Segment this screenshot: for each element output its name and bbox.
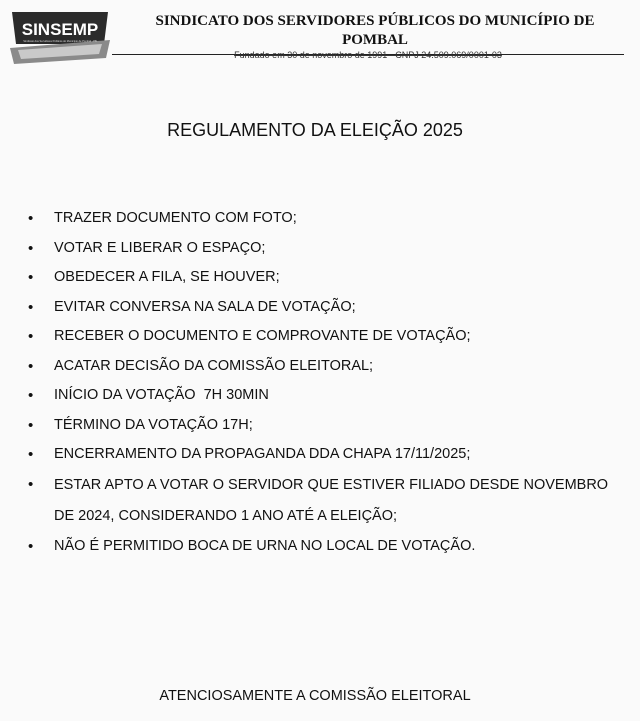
bullet-icon: •	[28, 269, 34, 286]
rule-text: OBEDECER A FILA, SE HOUVER;	[54, 269, 280, 285]
rule-item	[26, 381, 626, 411]
logo-subtext: Sindicato dos Servidores Públicos do Município de Pombal - PB	[23, 40, 97, 43]
rule-text: ESTAR APTO A VOTAR O SERVIDOR QUE ESTIVER FILIADO DESDE NOVEMBRO DE 2024, CONSIDERANDO 1 ANO ATÉ A ELEIÇÃO;	[54, 476, 609, 524]
bullet-icon: •	[28, 328, 34, 345]
organization-name: SINDICATO DOS SERVIDORES PÚBLICOS DO MUNICÍPIO DE POMBAL	[155, 13, 595, 48]
rule-item	[26, 293, 626, 323]
bullet-icon: •	[28, 416, 34, 434]
bullet-icon: •	[28, 357, 34, 375]
bullet-icon: •	[28, 298, 34, 316]
letterhead	[0, 0, 640, 70]
bullet-icon: •	[28, 537, 34, 555]
rule-text: RECEBER O DOCUMENTO E COMPROVANTE DE VOTAÇÃO;	[54, 328, 471, 344]
rule-item	[26, 234, 626, 264]
rule-text: INÍCIO DA VOTAÇÃO 7H 30MIN	[54, 387, 269, 403]
signoff: ATENCIOSAMENTE A COMISSÃO ELEITORAL	[159, 688, 471, 704]
rule-text: VOTAR E LIBERAR O ESPAÇO;	[54, 239, 266, 256]
bullet-icon: •	[28, 475, 34, 493]
logo-text: SINSEMP	[21, 20, 99, 39]
rule-text: NÃO É PERMITIDO BOCA DE URNA NO LOCAL DE VOTAÇÃO.	[54, 537, 476, 554]
rule-item	[26, 440, 626, 470]
document-title: REGULAMENTO DA ELEIÇÃO 2025	[167, 120, 463, 140]
bullet-icon: •	[28, 387, 34, 404]
bullet-icon: •	[28, 446, 34, 463]
rule-item	[26, 322, 626, 352]
rule-item	[26, 204, 626, 234]
rule-item	[26, 263, 626, 293]
rule-text: EVITAR CONVERSA NA SALA DE VOTAÇÃO;	[54, 298, 356, 315]
rule-text: ACATAR DECISÃO DA COMISSÃO ELEITORAL;	[54, 357, 374, 374]
bullet-icon: •	[28, 210, 34, 227]
rule-item	[26, 532, 626, 562]
rule-item	[26, 470, 626, 532]
foundation-line: Fundado em 30 de novembro de 1991 - CNPJ 24.509.069/0001-03	[234, 50, 502, 60]
bullet-icon: •	[28, 239, 34, 257]
rule-text: TÉRMINO DA VOTAÇÃO 17H;	[54, 416, 253, 433]
rule-text: ENCERRAMENTO DA PROPAGANDA DDA CHAPA 17/11/2025;	[54, 446, 471, 462]
rules-list	[26, 204, 626, 561]
rule-text: TRAZER DOCUMENTO COM FOTO;	[54, 210, 297, 226]
rule-item	[26, 411, 626, 441]
sinsemp-logo	[10, 10, 110, 66]
rule-item	[26, 352, 626, 382]
